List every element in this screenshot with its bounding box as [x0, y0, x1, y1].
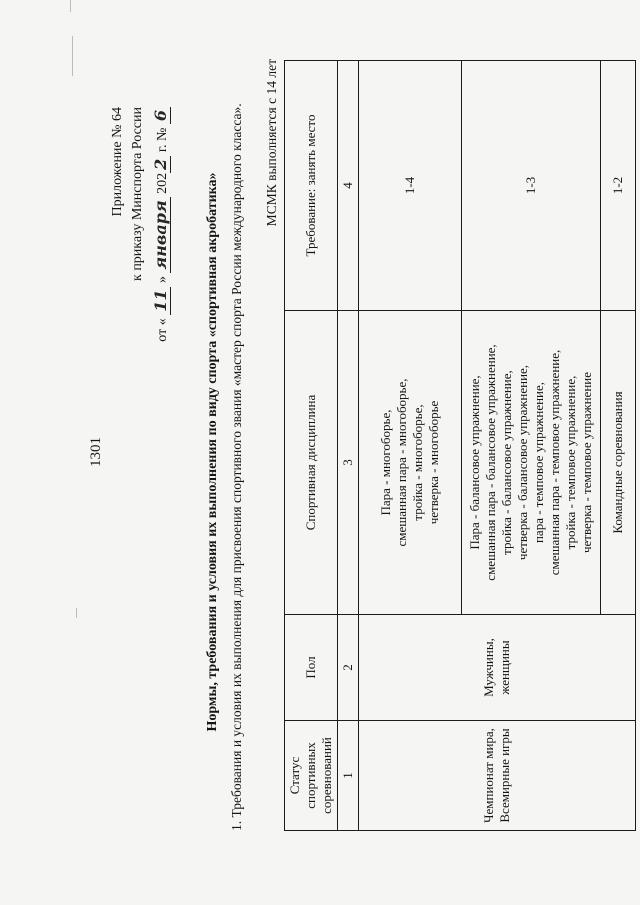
document-heading: Нормы, требования и условия их выполнения по виду спорта «спортивная акробатика» [205, 172, 220, 732]
date-month-handwritten: января [151, 197, 171, 272]
date-day-handwritten: 11 [151, 287, 171, 315]
rotated-document [80, 37, 625, 867]
header-discipline: Спортивная дисциплина [285, 311, 338, 615]
place-cell: 1-4 [359, 61, 462, 311]
discipline-line: смешанная пара - многоборье, [394, 378, 409, 547]
discipline-line: Командные соревнования [610, 391, 625, 534]
header-sex: Пол [285, 615, 338, 721]
sex-cell: Мужчины, женщины [359, 615, 636, 721]
discipline-cell [359, 311, 462, 615]
discipline-line: тройка - многоборье, [410, 404, 425, 521]
discipline-line: тройка - балансовое упражнение, [499, 370, 514, 555]
discipline-line: четверка - темповое упражнение [579, 371, 594, 554]
column-number-row [338, 61, 359, 831]
column-number: 4 [338, 61, 359, 311]
header-requirement: Требование: занять место [285, 61, 338, 311]
date-mid: » [155, 276, 170, 284]
header-status: Статус спортивных соревнований [285, 721, 338, 831]
discipline-line: смешанная пара - темповое упражнение, [547, 349, 562, 576]
discipline-line: смешанная пара - балансовое упражнение, [483, 344, 498, 581]
place-cell: 1-3 [462, 61, 601, 311]
table-row [359, 61, 462, 831]
date-suffix: г. № [155, 127, 170, 153]
msmk-age-note: МСМК выполняется с 14 лет [264, 59, 279, 227]
norms-table [284, 60, 636, 831]
discipline-line: Пара - балансовое упражнение, [467, 375, 482, 550]
discipline-cell [462, 311, 601, 615]
discipline-cell [601, 311, 636, 615]
date-year-prefix: 202 [155, 172, 170, 194]
discipline-line: четверка - многоборье [426, 400, 441, 525]
status-cell: Чемпионат мира, Всемирные игры [359, 721, 636, 831]
date-prefix: от « [155, 318, 170, 342]
page-number: 1301 [88, 437, 104, 467]
discipline-line: четверка - балансовое упражнение, [515, 364, 530, 561]
appendix-title: Приложение № 64 [110, 107, 125, 217]
appendix-date [151, 107, 171, 342]
section-intro: 1. Требования и условия их выполнения для присвоения спортивного звания «мастер спорта России международного класса». [229, 103, 244, 831]
order-number-handwritten: 6 [151, 107, 171, 124]
table-header-row [285, 61, 338, 831]
discipline-line: тройка - темповое упражнение, [563, 375, 578, 550]
column-number: 3 [338, 311, 359, 615]
discipline-line: пара - темповое упражнение, [531, 381, 546, 544]
discipline-line: Пара - многоборье, [378, 409, 393, 516]
column-number: 2 [338, 615, 359, 721]
date-year-handwritten: 2 [151, 156, 171, 173]
column-number: 1 [338, 721, 359, 831]
appendix-order: к приказу Минспорта России [130, 107, 145, 281]
place-cell: 1-2 [601, 61, 636, 311]
